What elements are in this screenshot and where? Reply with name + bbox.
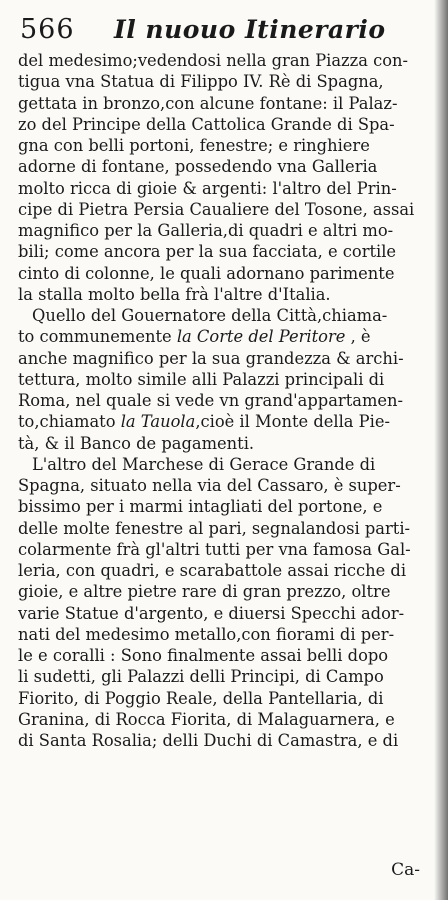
text-line: varie Statue d'argento, e diuersi Specchi ador- — [18, 603, 405, 623]
text-line: gna con belli portoni, fenestre; e ringhiere — [18, 136, 370, 155]
text-line: molto ricca di gioie & argenti: l'altro del Prin- — [18, 178, 397, 198]
running-title: Il nuouo Itinerario — [114, 15, 386, 44]
text-line: L'altro del Marchese di Gerace Grande di — [32, 454, 376, 474]
text-line: Roma, nel quale si vede vn grand'appartamen- — [18, 391, 404, 410]
text-line: colarmente frà gl'altri tutti per vna famosa Gal- — [18, 539, 411, 559]
text-line: Spagna, situato nella via del Cassaro, è super- — [18, 476, 401, 495]
body-text — [18, 50, 418, 751]
text-line: di Santa Rosalia; delli Duchi di Camastra, e di — [18, 731, 399, 750]
text-line: li sudetti, gli Palazzi delli Principi, di Campo — [18, 667, 384, 687]
text-line: zo del Principe della Cattolica Grande di Spa- — [18, 114, 395, 134]
text-line: gettata in bronzo,con alcune fontane: il Palaz- — [18, 93, 398, 113]
text-line: leria, con quadri, e scarabattole assai ricche di — [18, 561, 407, 580]
text-line: del medesimo;vedendosi nella gran Piazza con- — [18, 51, 409, 70]
text-line: gioie, e altre pietre rare di gran prezzo, oltre — [18, 582, 391, 602]
text-line: Fiorito, di Poggio Reale, della Pantellaria, di — [18, 688, 384, 708]
catchword: Ca- — [391, 860, 420, 880]
text-line: magnifico per la Galleria,di quadri e altri mo- — [18, 221, 394, 240]
text-line: nati del medesimo metallo,con fiorami di per- — [18, 624, 395, 644]
text-line: Granina, di Rocca Fiorita, di Malaguarnera, e — [18, 709, 395, 729]
page-edge-shadow — [434, 0, 448, 900]
text-line: tigua vna Statua di Filippo IV. Rè di Spagna, — [18, 72, 384, 92]
text-line: bili; come ancora per la sua facciata, e cortile — [18, 242, 397, 262]
page-number: 566 — [20, 14, 75, 45]
text-line: bissimo per i marmi intagliati del portone, e — [18, 497, 383, 517]
text-line: la stalla molto bella frà l'altre d'Italia. — [18, 284, 331, 304]
text-line: cipe di Pietra Persia Caualiere del Tosone, assai — [18, 199, 415, 219]
text-line: anche magnifico per la sua grandezza & archi- — [18, 348, 404, 368]
text-line: cinto di colonne, le quali adornano parimente — [18, 263, 395, 283]
page-header — [20, 14, 430, 46]
text-line: tà, & il Banco de pagamenti. — [18, 433, 255, 453]
text-line: Quello del Gouernatore della Città,chiama- — [32, 306, 388, 325]
text-line: le e coralli : Sono finalmente assai belli dopo — [18, 646, 389, 665]
text-line: tettura, molto simile alli Palazzi principali di — [18, 369, 385, 389]
text-line: delle molte fenestre al pari, segnalandosi parti- — [18, 518, 411, 538]
text-line: to communemente la Corte del Peritore , è — [18, 327, 371, 347]
text-line: to,chiamato la Tauola,cioè il Monte della Pie- — [18, 412, 390, 432]
text-line: adorne di fontane, possedendo vna Galleria — [18, 157, 378, 177]
